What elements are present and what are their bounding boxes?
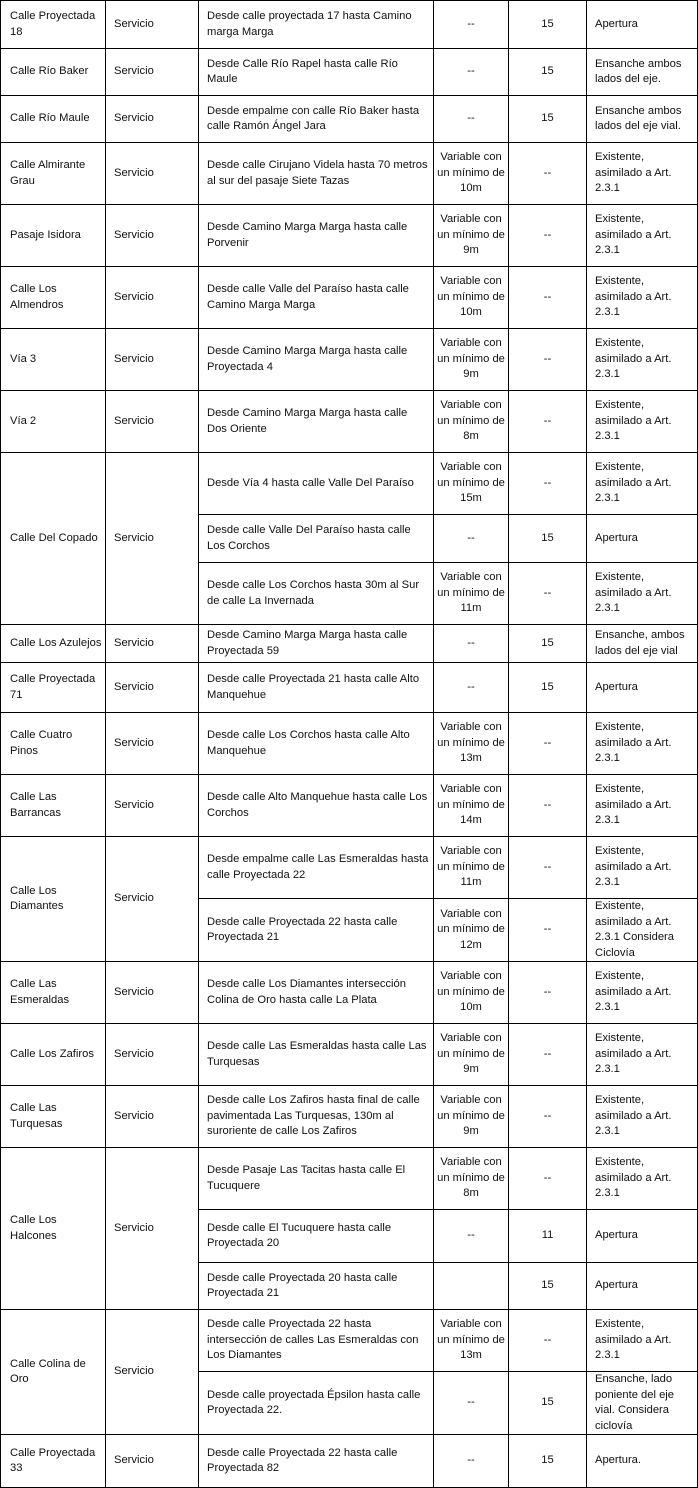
street-name-cell: Calle Los Azulejos bbox=[1, 625, 106, 663]
observation-cell: Apertura bbox=[587, 1263, 698, 1310]
road-type-cell: Servicio bbox=[106, 625, 199, 663]
profile-width-cell: -- bbox=[509, 1148, 587, 1210]
width-cell: Variable con un mínimo de 9m bbox=[434, 1086, 509, 1148]
street-name-cell: Calle Río Maule bbox=[1, 96, 106, 143]
width-cell: Variable con un mínimo de 13m bbox=[434, 1310, 509, 1372]
observation-cell: Existente, asimilado a Art. 2.3.1 bbox=[587, 775, 698, 837]
observation-cell: Apertura bbox=[587, 515, 698, 563]
table-row bbox=[1, 1435, 698, 1488]
section-description-cell: Desde calle Valle del Paraíso hasta calle Camino Marga Marga bbox=[199, 267, 434, 329]
width-cell: Variable con un mínimo de 10m bbox=[434, 267, 509, 329]
width-cell: -- bbox=[434, 96, 509, 143]
table-row bbox=[1, 329, 698, 391]
observation-cell: Ensanche ambos lados del eje vial. bbox=[587, 96, 698, 143]
road-type-cell: Servicio bbox=[106, 205, 199, 267]
table-row bbox=[1, 962, 698, 1024]
profile-width-cell: 15 bbox=[509, 1372, 587, 1435]
section-description-cell: Desde calle Proyectada 20 hasta calle Proyectada 21 bbox=[199, 1263, 434, 1310]
observation-cell: Existente, asimilado a Art. 2.3.1 bbox=[587, 453, 698, 515]
street-name-cell: Calle Proyectada 33 bbox=[1, 1435, 106, 1488]
street-name-cell: Calle Río Baker bbox=[1, 49, 106, 96]
profile-width-cell: 15 bbox=[509, 96, 587, 143]
observation-cell: Existente, asimilado a Art. 2.3.1 bbox=[587, 1310, 698, 1372]
width-cell: Variable con un mínimo de 10m bbox=[434, 143, 509, 205]
section-description-cell: Desde calle proyectada Épsilon hasta calle Proyectada 22. bbox=[199, 1372, 434, 1435]
width-cell: Variable con un mínimo de 11m bbox=[434, 837, 509, 899]
profile-width-cell: 15 bbox=[509, 1263, 587, 1310]
profile-width-cell: -- bbox=[509, 1086, 587, 1148]
table-row bbox=[1, 205, 698, 267]
road-type-cell: Servicio bbox=[106, 1148, 199, 1310]
profile-width-cell: -- bbox=[509, 143, 587, 205]
street-name-cell: Vía 2 bbox=[1, 391, 106, 453]
street-name-cell: Calle Cuatro Pinos bbox=[1, 713, 106, 775]
observation-cell: Existente, asimilado a Art. 2.3.1 bbox=[587, 391, 698, 453]
width-cell: Variable con un mínimo de 9m bbox=[434, 205, 509, 267]
observation-cell: Existente, asimilado a Art. 2.3.1 Considera Ciclovía bbox=[587, 899, 698, 962]
street-name-cell: Vía 3 bbox=[1, 329, 106, 391]
section-description-cell: Desde calle Los Corchos hasta calle Alto Manquehue bbox=[199, 713, 434, 775]
table-row bbox=[1, 1310, 698, 1372]
street-name-cell: Calle Colina de Oro bbox=[1, 1310, 106, 1435]
observation-cell: Existente, asimilado a Art. 2.3.1 bbox=[587, 267, 698, 329]
section-description-cell: Desde calle proyectada 17 hasta Camino marga Marga bbox=[199, 1, 434, 49]
street-name-cell: Calle Los Halcones bbox=[1, 1148, 106, 1310]
street-name-cell: Calle Las Turquesas bbox=[1, 1086, 106, 1148]
width-cell: -- bbox=[434, 663, 509, 713]
profile-width-cell: -- bbox=[509, 1024, 587, 1086]
road-type-cell: Servicio bbox=[106, 391, 199, 453]
profile-width-cell: -- bbox=[509, 775, 587, 837]
observation-cell: Ensanche, lado poniente del eje vial. Considera ciclovía bbox=[587, 1372, 698, 1435]
profile-width-cell: -- bbox=[509, 962, 587, 1024]
width-cell: Variable con un mínimo de 15m bbox=[434, 453, 509, 515]
road-type-cell: Servicio bbox=[106, 329, 199, 391]
observation-cell: Existente, asimilado a Art. 2.3.1 bbox=[587, 205, 698, 267]
table-row bbox=[1, 391, 698, 453]
table-row bbox=[1, 1086, 698, 1148]
observation-cell: Existente, asimilado a Art. 2.3.1 bbox=[587, 329, 698, 391]
road-type-cell: Servicio bbox=[106, 1310, 199, 1435]
observation-cell: Apertura. bbox=[587, 1435, 698, 1488]
section-description-cell: Desde calle Cirujano Videla hasta 70 metros al sur del pasaje Siete Tazas bbox=[199, 143, 434, 205]
section-description-cell: Desde calle Alto Manquehue hasta calle Los Corchos bbox=[199, 775, 434, 837]
section-description-cell: Desde Vía 4 hasta calle Valle Del Paraíso bbox=[199, 453, 434, 515]
profile-width-cell: 15 bbox=[509, 663, 587, 713]
profile-width-cell: -- bbox=[509, 563, 587, 625]
width-cell: Variable con un mínimo de 8m bbox=[434, 1148, 509, 1210]
street-name-cell: Calle Del Copado bbox=[1, 453, 106, 625]
table-row bbox=[1, 96, 698, 143]
width-cell: -- bbox=[434, 625, 509, 663]
section-description-cell: Desde calle Los Diamantes intersección Colina de Oro hasta calle La Plata bbox=[199, 962, 434, 1024]
road-type-cell: Servicio bbox=[106, 962, 199, 1024]
profile-width-cell: 15 bbox=[509, 1435, 587, 1488]
section-description-cell: Desde Camino Marga Marga hasta calle Proyectada 4 bbox=[199, 329, 434, 391]
road-type-cell: Servicio bbox=[106, 663, 199, 713]
profile-width-cell: -- bbox=[509, 713, 587, 775]
road-type-cell: Servicio bbox=[106, 775, 199, 837]
street-name-cell: Calle Proyectada 71 bbox=[1, 663, 106, 713]
street-name-cell: Calle Las Esmeraldas bbox=[1, 962, 106, 1024]
profile-width-cell: 15 bbox=[509, 1, 587, 49]
width-cell: -- bbox=[434, 49, 509, 96]
street-name-cell: Calle Los Zafiros bbox=[1, 1024, 106, 1086]
table-row bbox=[1, 143, 698, 205]
table-row bbox=[1, 1148, 698, 1210]
section-description-cell: Desde calle Proyectada 22 hasta calle Proyectada 82 bbox=[199, 1435, 434, 1488]
section-description-cell: Desde calle Las Esmeraldas hasta calle Las Turquesas bbox=[199, 1024, 434, 1086]
section-description-cell: Desde calle Proyectada 21 hasta calle Alto Manquehue bbox=[199, 663, 434, 713]
observation-cell: Existente, asimilado a Art. 2.3.1 bbox=[587, 962, 698, 1024]
road-type-cell: Servicio bbox=[106, 837, 199, 962]
section-description-cell: Desde calle Los Zafiros hasta final de calle pavimentada Las Turquesas, 130m al suroriente de calle Los Zafiros bbox=[199, 1086, 434, 1148]
road-type-cell: Servicio bbox=[106, 453, 199, 625]
profile-width-cell: 15 bbox=[509, 625, 587, 663]
section-description-cell: Desde calle Valle Del Paraíso hasta calle Los Corchos bbox=[199, 515, 434, 563]
observation-cell: Ensanche, ambos lados del eje vial bbox=[587, 625, 698, 663]
road-type-cell: Servicio bbox=[106, 267, 199, 329]
table-row bbox=[1, 1024, 698, 1086]
profile-width-cell: -- bbox=[509, 391, 587, 453]
section-description-cell: Desde calle Proyectada 22 hasta intersección de calles Las Esmeraldas con Los Diamantes bbox=[199, 1310, 434, 1372]
observation-cell: Existente, asimilado a Art. 2.3.1 bbox=[587, 143, 698, 205]
observation-cell: Existente, asimilado a Art. 2.3.1 bbox=[587, 1148, 698, 1210]
observation-cell: Ensanche ambos lados del eje. bbox=[587, 49, 698, 96]
profile-width-cell: -- bbox=[509, 1310, 587, 1372]
section-description-cell: Desde Camino Marga Marga hasta calle Dos Oriente bbox=[199, 391, 434, 453]
street-name-cell: Calle Proyectada 18 bbox=[1, 1, 106, 49]
section-description-cell: Desde calle Los Corchos hasta 30m al Sur de calle La Invernada bbox=[199, 563, 434, 625]
table-row bbox=[1, 1, 698, 49]
width-cell bbox=[434, 1263, 509, 1310]
table-row bbox=[1, 267, 698, 329]
section-description-cell: Desde calle Proyectada 22 hasta calle Proyectada 21 bbox=[199, 899, 434, 962]
width-cell: Variable con un mínimo de 14m bbox=[434, 775, 509, 837]
profile-width-cell: -- bbox=[509, 453, 587, 515]
table-row bbox=[1, 837, 698, 899]
observation-cell: Existente, asimilado a Art. 2.3.1 bbox=[587, 713, 698, 775]
table-row bbox=[1, 49, 698, 96]
road-type-cell: Servicio bbox=[106, 96, 199, 143]
profile-width-cell: -- bbox=[509, 899, 587, 962]
profile-width-cell: -- bbox=[509, 329, 587, 391]
road-type-cell: Servicio bbox=[106, 143, 199, 205]
road-type-cell: Servicio bbox=[106, 1, 199, 49]
width-cell: Variable con un mínimo de 11m bbox=[434, 563, 509, 625]
section-description-cell: Desde Camino Marga Marga hasta calle Proyectada 59 bbox=[199, 625, 434, 663]
width-cell: Variable con un mínimo de 12m bbox=[434, 899, 509, 962]
width-cell: Variable con un mínimo de 9m bbox=[434, 329, 509, 391]
width-cell: Variable con un mínimo de 10m bbox=[434, 962, 509, 1024]
road-type-cell: Servicio bbox=[106, 713, 199, 775]
profile-width-cell: -- bbox=[509, 205, 587, 267]
street-name-cell: Calle Los Diamantes bbox=[1, 837, 106, 962]
profile-width-cell: -- bbox=[509, 837, 587, 899]
table-row bbox=[1, 713, 698, 775]
table-row bbox=[1, 453, 698, 515]
street-name-cell: Calle Almirante Grau bbox=[1, 143, 106, 205]
section-description-cell: Desde Calle Río Rapel hasta calle Río Maule bbox=[199, 49, 434, 96]
observation-cell: Apertura bbox=[587, 1210, 698, 1263]
section-description-cell: Desde empalme con calle Río Baker hasta calle Ramón Ángel Jara bbox=[199, 96, 434, 143]
street-name-cell: Calle Los Almendros bbox=[1, 267, 106, 329]
table-row bbox=[1, 775, 698, 837]
width-cell: Variable con un mínimo de 13m bbox=[434, 713, 509, 775]
observation-cell: Existente, asimilado a Art. 2.3.1 bbox=[587, 563, 698, 625]
profile-width-cell: 15 bbox=[509, 49, 587, 96]
observation-cell: Existente, asimilado a Art. 2.3.1 bbox=[587, 1086, 698, 1148]
observation-cell: Apertura bbox=[587, 663, 698, 713]
street-name-cell: Calle Las Barrancas bbox=[1, 775, 106, 837]
street-name-cell: Pasaje Isidora bbox=[1, 205, 106, 267]
width-cell: -- bbox=[434, 1210, 509, 1263]
profile-width-cell: -- bbox=[509, 267, 587, 329]
section-description-cell: Desde Camino Marga Marga hasta calle Porvenir bbox=[199, 205, 434, 267]
road-type-cell: Servicio bbox=[106, 1024, 199, 1086]
observation-cell: Apertura bbox=[587, 1, 698, 49]
road-type-cell: Servicio bbox=[106, 1435, 199, 1488]
profile-width-cell: 11 bbox=[509, 1210, 587, 1263]
profile-width-cell: 15 bbox=[509, 515, 587, 563]
table-row bbox=[1, 625, 698, 663]
width-cell: Variable con un mínimo de 9m bbox=[434, 1024, 509, 1086]
width-cell: -- bbox=[434, 1, 509, 49]
section-description-cell: Desde empalme calle Las Esmeraldas hasta calle Proyectada 22 bbox=[199, 837, 434, 899]
width-cell: -- bbox=[434, 515, 509, 563]
width-cell: -- bbox=[434, 1372, 509, 1435]
table-row bbox=[1, 663, 698, 713]
observation-cell: Existente, asimilado a Art. 2.3.1 bbox=[587, 837, 698, 899]
section-description-cell: Desde calle El Tucuquere hasta calle Proyectada 20 bbox=[199, 1210, 434, 1263]
road-type-cell: Servicio bbox=[106, 1086, 199, 1148]
road-type-cell: Servicio bbox=[106, 49, 199, 96]
observation-cell: Existente, asimilado a Art. 2.3.1 bbox=[587, 1024, 698, 1086]
width-cell: -- bbox=[434, 1435, 509, 1488]
section-description-cell: Desde Pasaje Las Tacitas hasta calle El Tucuquere bbox=[199, 1148, 434, 1210]
width-cell: Variable con un mínimo de 8m bbox=[434, 391, 509, 453]
